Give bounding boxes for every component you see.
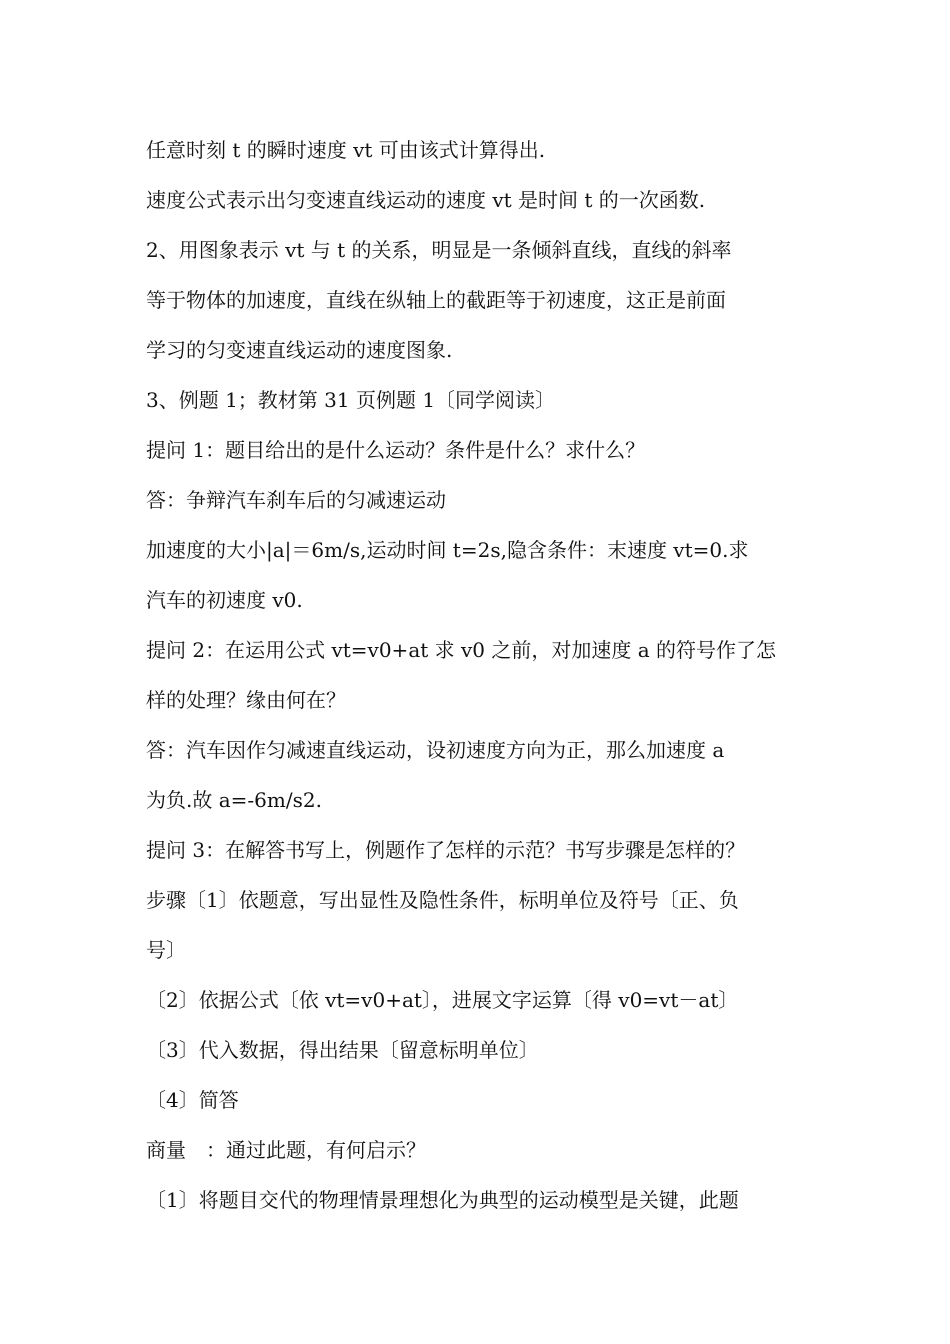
text-line-18: 〔2〕依据公式〔依 vt=v0+at〕，进展文字运算〔得 v0=vt－at〕	[146, 988, 739, 1012]
text-line-3: 2、用图象表示 vt 与 t 的关系，明显是一条倾斜直线，直线的斜率	[146, 238, 732, 262]
text-line-21: 商量 ：通过此题，有何启示？	[146, 1138, 426, 1162]
text-line-2: 速度公式表示出匀变速直线运动的速度 vt 是时间 t 的一次函数.	[146, 188, 706, 212]
text-line-12: 样的处理？缘由何在？	[146, 688, 346, 712]
text-line-20: 〔4〕简答	[146, 1088, 239, 1112]
text-line-6: 3、例题 1；教材第 31 页例题 1〔同学阅读〕	[146, 388, 556, 412]
text-line-4: 等于物体的加速度，直线在纵轴上的截距等于初速度，这正是前面	[146, 288, 726, 312]
text-line-11: 提问 2：在运用公式 vt=v0+at 求 v0 之前，对加速度 a 的符号作了怎	[146, 638, 777, 662]
text-line-15: 提问 3：在解答书写上，例题作了怎样的示范？书写步骤是怎样的？	[146, 838, 746, 862]
text-line-13: 答：汽车因作匀减速直线运动，设初速度方向为正，那么加速度 a	[146, 738, 725, 762]
text-line-19: 〔3〕代入数据，得出结果〔留意标明单位〕	[146, 1038, 539, 1062]
text-line-8: 答：争辩汽车刹车后的匀减速运动	[146, 488, 446, 512]
text-line-17: 号〕	[146, 938, 186, 962]
text-line-1: 任意时刻 t 的瞬时速度 vt 可由该式计算得出.	[146, 138, 546, 162]
text-line-10: 汽车的初速度 v0.	[146, 588, 303, 612]
text-line-7: 提问 1：题目给出的是什么运动？条件是什么？求什么？	[146, 438, 646, 462]
text-line-14: 为负.故 a=-6m/s2.	[146, 788, 322, 812]
text-line-9: 加速度的大小|a|＝6m/s,运动时间 t=2s,隐含条件：末速度 vt=0.求	[146, 538, 749, 562]
text-line-16: 步骤〔1〕依题意，写出显性及隐性条件，标明单位及符号〔正、负	[146, 888, 739, 912]
text-line-5: 学习的匀变速直线运动的速度图象.	[146, 338, 453, 362]
text-line-22: 〔1〕将题目交代的物理情景理想化为典型的运动模型是关键，此题	[146, 1188, 739, 1212]
